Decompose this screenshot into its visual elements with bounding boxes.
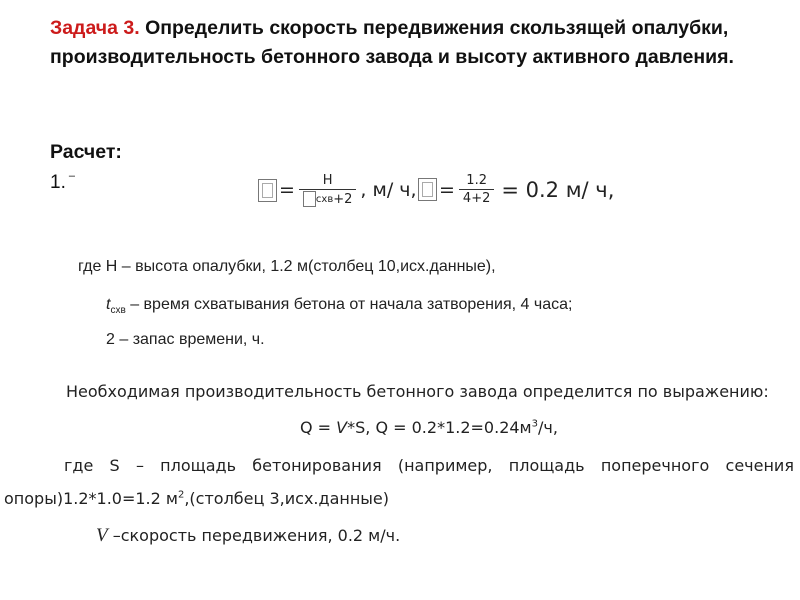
- task-text: Определить скорость передвижения скользящей опалубки, производительность бетонного завода и высоту активного давления.: [50, 17, 734, 68]
- step-number: [50, 170, 75, 194]
- formula2-eq: =: [439, 178, 455, 201]
- where-word: бетонирования: [252, 456, 382, 475]
- formula-end: /ч,: [538, 418, 558, 437]
- v-text: –скорость передвижения, 0.2 м/ч.: [107, 526, 401, 545]
- speed-calculation: [418, 173, 614, 206]
- missing-glyph-icon: [258, 179, 277, 202]
- formula-mid: *S, Q = 0.2*1.2=0.24м: [347, 418, 532, 437]
- where-word: площадь: [508, 456, 585, 475]
- t-symbol: t: [106, 296, 111, 313]
- v-definition: [96, 525, 400, 547]
- where-word: S: [109, 456, 120, 475]
- formula1-den-sub: схв: [315, 193, 334, 205]
- productivity-intro: Необходимая производительность бетонного завода определится по выражению:: [66, 382, 769, 401]
- where-word: где: [64, 456, 94, 475]
- where-word: сечения: [725, 456, 794, 475]
- formula2-numerator: 1.2: [466, 173, 487, 188]
- formula1-den-tail: +2: [333, 191, 353, 207]
- task-title: [50, 14, 750, 72]
- two-text: – запас времени, ч.: [114, 331, 265, 348]
- formula2-fraction: [459, 173, 494, 206]
- speed-formula: [258, 173, 417, 207]
- t-sub: схв: [110, 305, 126, 317]
- definition-h: где Н – высота опалубки, 1.2 м(столбец 10,исх.данные),: [78, 258, 496, 275]
- productivity-formula: [300, 418, 558, 437]
- formula-v: V: [336, 418, 348, 437]
- formula-sup: 3: [531, 418, 538, 430]
- step-number-text: 1.: [50, 172, 66, 193]
- missing-glyph-icon: [303, 191, 316, 207]
- where-word: (например,: [397, 456, 493, 475]
- definition-2: [106, 331, 265, 349]
- area-sup: 2: [177, 489, 185, 501]
- area-line: [4, 489, 389, 508]
- task-label: Задача 3.: [50, 17, 140, 39]
- where-word: поперечного: [600, 456, 710, 475]
- area-end: ,(столбец 3,исх.данные): [184, 489, 390, 508]
- v-symbol: V: [96, 525, 108, 546]
- formula1-unit: , м/ ч,: [360, 179, 417, 201]
- formula2-result: = 0.2 м/ ч,: [501, 177, 615, 202]
- definition-t: [106, 296, 572, 316]
- formula1-eq: =: [279, 179, 295, 201]
- where-word: –: [135, 456, 144, 475]
- calc-heading: Расчет:: [50, 141, 122, 163]
- formula-q: Q =: [300, 418, 337, 437]
- step-mark: –: [68, 170, 75, 182]
- missing-glyph-icon: [418, 178, 437, 201]
- where-s-line: [64, 456, 794, 475]
- two-num: 2: [106, 331, 115, 348]
- formula1-numerator: H: [322, 173, 333, 188]
- formula1-denominator: [299, 189, 356, 207]
- formula2-denominator: 4+2: [459, 189, 494, 206]
- area-pre: опоры)1.2*1.0=1.2 м: [4, 489, 178, 508]
- t-text: – время схватывания бетона от начала затворения, 4 часа;: [125, 296, 573, 313]
- formula1-fraction: [299, 173, 356, 207]
- where-word: площадь: [160, 456, 237, 475]
